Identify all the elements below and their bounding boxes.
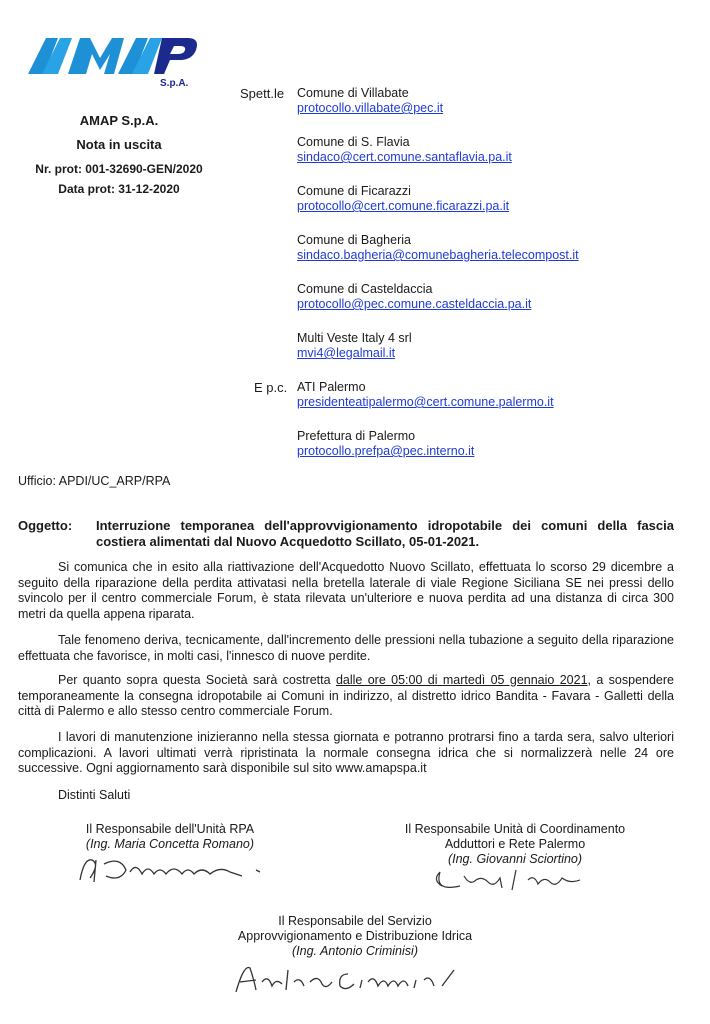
recipient-email[interactable]: protocollo.villabate@pec.it	[297, 101, 444, 115]
signature-left	[40, 822, 300, 852]
recipient-name: Multi Veste Italy 4 srl	[297, 331, 412, 345]
recipient-2	[297, 135, 512, 165]
signer-role-2: Adduttori e Rete Palermo	[444, 837, 586, 851]
signer-name: (Ing. Antonio Criminisi)	[292, 944, 418, 958]
recipient-email[interactable]: presidenteatipalermo@cert.comune.palermo.it	[297, 395, 554, 409]
paragraph-2: Tale fenomeno deriva, tecnicamente, dall'incremento delle pressioni nella tubazione a seguito della riparazione effettuata che favorisce, in molti casi, l'innesco di nuove perdite.	[18, 633, 674, 663]
signature-right	[385, 822, 645, 867]
subject-label: Oggetto:	[18, 518, 73, 533]
signature-scribble-center	[228, 960, 478, 1000]
signature-scribble-left	[70, 852, 280, 886]
recipient-email[interactable]: sindaco.bagheria@comunebagheria.telecompost.it	[297, 248, 579, 262]
recipient-email[interactable]: protocollo@pec.comune.casteldaccia.pa.it	[297, 297, 532, 311]
recipient-email[interactable]: protocollo@cert.comune.ficarazzi.pa.it	[297, 199, 510, 213]
signature-center	[200, 914, 510, 959]
recipient-4	[297, 233, 579, 263]
doc-type: Nota in uscita	[76, 137, 162, 152]
protocol-date: Data prot: 31-12-2020	[58, 182, 180, 196]
signer-role-2: Approvvigionamento e Distribuzione Idrica	[237, 929, 473, 943]
recipient-email[interactable]: sindaco@cert.comune.santaflavia.pa.it	[297, 150, 512, 164]
recipient-name: Comune di Casteldaccia	[297, 282, 433, 296]
spett-label: Spett.le	[240, 86, 285, 101]
signer-name: (Ing. Maria Concetta Romano)	[85, 837, 255, 851]
recipient-name: Comune di Ficarazzi	[297, 184, 411, 198]
recipient-name: Comune di Villabate	[297, 86, 409, 100]
subject	[18, 518, 674, 550]
recipient-email[interactable]: mvi4@legalmail.it	[297, 346, 396, 360]
paragraph-3: Per quanto sopra questa Società sarà costretta dalle ore 05:00 di martedì 05 gennaio 2021, a sospendere temporaneamente la consegna idropotabile ai Comuni in indirizzo, al distretto idrico Bandita - Favara - Galletti della città di Palermo e allo stesso centro commerciale Forum.	[18, 673, 674, 718]
epc-recipient-1	[297, 380, 554, 410]
recipient-name: Comune di Bagheria	[297, 233, 411, 247]
protocol-number: Nr. prot: 001-32690-GEN/2020	[35, 162, 203, 176]
amap-logo	[28, 30, 208, 90]
suspension-date: dalle ore 05:00 di martedì 05 gennaio 2021	[335, 673, 588, 687]
paragraph-4: I lavori di manutenzione inizieranno nella stessa giornata e potranno protrarsi fino a tarda sera, salvo ulteriori complicazioni. A lavori ultimati verrà ripristinata la normale consegna idrica che si normalizzerà nelle 24 ore successive. Ogni aggiornamento sarà disponibile sul sito www.amapspa.it	[18, 730, 674, 775]
paragraph-1: Si comunica che in esito alla riattivazione dell'Acquedotto Nuovo Scillato, effettuata lo scorso 29 dicembre a seguito della riparazione della perdita attivatasi nella bretella laterale di viale Regione Siciliana SE nei pressi dello svincolo per il centro commerciale Forum, è stata rilevata un'ulteriore e nuova perdita ad una distanza di circa 300 metri da quella appena riparata.	[18, 560, 674, 621]
signer-role: Il Responsabile Unità di Coordinamento	[404, 822, 626, 836]
recipient-name: Comune di S. Flavia	[297, 135, 410, 149]
svg-text:S.p.A.: S.p.A.	[160, 78, 189, 89]
office-code: Ufficio: APDI/UC_ARP/RPA	[18, 474, 171, 488]
recipient-name: ATI Palermo	[297, 380, 366, 394]
subject-text: Interruzione temporanea dell'approvvigionamento idropotabile dei comuni della fascia costiera alimentati dal Nuovo Acquedotto Scillato, 05-01-2021.	[96, 518, 674, 549]
recipient-6	[297, 331, 412, 361]
closing: Distinti Saluti	[58, 788, 131, 802]
company-name: AMAP S.p.A.	[79, 113, 159, 128]
signature-scribble-right	[430, 866, 600, 896]
recipient-1	[297, 86, 443, 116]
signer-role: Il Responsabile dell'Unità RPA	[85, 822, 255, 836]
recipient-name: Prefettura di Palermo	[297, 429, 416, 443]
recipient-email[interactable]: protocollo.prefpa@pec.interno.it	[297, 444, 475, 458]
signer-role: Il Responsabile del Servizio	[278, 914, 432, 928]
epc-label: E p.c.	[254, 380, 288, 395]
recipient-3	[297, 184, 509, 214]
epc-recipient-2	[297, 429, 474, 459]
signer-name: (Ing. Giovanni Sciortino)	[447, 852, 583, 866]
recipient-5	[297, 282, 531, 312]
